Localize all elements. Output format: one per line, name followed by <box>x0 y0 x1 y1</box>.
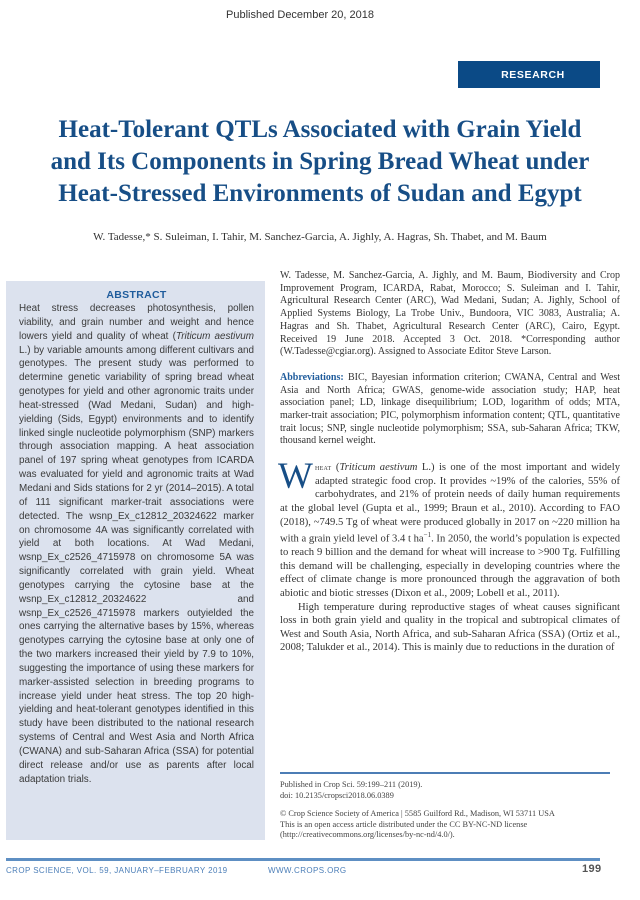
intro-text-part: L.) is one of the most important and widely adapted strategic food crop. It provides ~19% of the calories, 55% of carbohydrates, and 21% of protein needs of daily human requirements at the global level (Gupta et al., 1999; Braun et al., 2010). According to FAO (2018), ~749.5 Tg of wheat were produced globally in 2017 on ~220 million ha with a grain yield level of 3.4 t ha <box>280 462 620 545</box>
doi-link[interactable]: doi: 10.2135/cropsci2018.06.0389 <box>280 790 394 800</box>
author-list: W. Tadesse,* S. Suleiman, I. Tahir, M. Sanchez-Garcia, A. Jighly, A. Hagras, Sh. Thabet, and M. Baum <box>93 231 547 243</box>
footer-website-link[interactable]: WWW.CROPS.ORG <box>268 866 347 875</box>
article-title <box>0 114 640 210</box>
abbreviations <box>280 372 620 448</box>
title-line: Heat-Tolerant QTLs Associated with Grain Yield <box>58 116 582 143</box>
intro-paragraph <box>278 456 620 600</box>
title-line: Heat-Stressed Environments of Sudan and Egypt <box>58 180 582 207</box>
introduction <box>278 456 620 655</box>
affiliations: W. Tadesse, M. Sanchez-Garcia, A. Jighly, and M. Baum, Biodiversity and Crop Improvement Program, ICARDA, Rabat, Morocco; S. Suleiman and I. Tahir, Agricultural Research Center (ARC), Wad Medani, Sudan; A. Jighly, School of Applied Systems Biology, La Trobe Univ., Bundoora, VIC 3083, Australia; A. Hagras and Sh. Thabet, Agricultural Research Center (ARC), Cairo, Egypt. Received 19 June 2018. Accepted 3 Oct. 2018. *Corresponding author (W.Tadesse@cgiar.org). Assigned to Associate Editor Steve Larson. <box>280 270 620 358</box>
footer-journal: CROP SCIENCE, VOL. 59, JANUARY–FEBRUARY 2019 <box>6 866 228 875</box>
section-badge: RESEARCH <box>458 61 600 88</box>
intro-text-part: . In 2050, the world’s population is expected to reach 9 billion and the demand for wheat will increase to >900 Tg. Fulfilling this demand will be challenging, especially in developing countries where the effect of climate change is more pronounced through the aggravation of both abiotic and biotic stresses (Dixon et al., 2009; Lobell et al., 2011). <box>280 533 620 600</box>
footer-divider <box>6 858 600 861</box>
license-text: This is an open access article distributed under the CC BY-NC-ND license <box>280 819 528 829</box>
abstract-text-part: L.) by variable amounts among different cultivars and genotypes. The present study was performed to determine genetic variability of spring bread wheat genotypes for yield and other agronomic traits under heat-stressed (Wad Medani, Sudan) and high-yielding (Sids, Egypt) environments and to identify linked single nucleotide polymorphism (SNP) markers through association mapping. A heat association panel of 197 spring wheat genotypes from ICARDA was evaluated for yield and agronomic traits at Wad Medani and Sids stations for 2 yr (2014–2015). A total of 111 significant marker-trait associations were detected. The wsnp_Ex_c12812_20324622 marker on chromosome 4A was significantly correlated with yield at both locations. At Wad Medani, wsnp_Ex_c2526_4715978 on chromosome 5A was significantly correlated with grain yield. Wheat genotypes carrying the cytosine base at the wsnp_Ex_c12812_20324622 and wsnp_Ex_c2526_4715978 markers outyielded the ones carrying the alternative bases by 15%, whereas genotypes carrying the cytosine base at only one of the two markers increased their yield by 7.9 to 10%, suggesting the importance of using these markers for marker-assisted selection in breeding programs to increase yield under heat stress. The top 20 high-yielding and heat-tolerant genotypes identified in this study have been distributed to the national research systems of Central and West Asia and North Africa (CWANA) and sub-Saharan Africa (SSA) for potential direct release and/or use as parents after local adaptation trials. <box>19 344 254 785</box>
superscript: −1 <box>423 531 432 540</box>
species-name: Triticum aestivum <box>339 462 418 474</box>
page-number: 199 <box>582 863 602 875</box>
intro-paragraph: High temperature during reproductive stages of wheat causes significant loss in both grain yield and quality in the tropical and subtropical climates of West and South Asia, North Africa, and sub-Saharan Africa (SSA) (Ortiz et al., 2008; Talukder et al., 2014). This is mainly due to reductions in the duration of <box>280 601 620 654</box>
published-date: Published December 20, 2018 <box>226 9 374 21</box>
intro-text-part: ( <box>331 462 340 474</box>
intro-smallcaps: heat <box>314 462 332 473</box>
citation: Published in Crop Sci. 59:199–211 (2019). <box>280 780 423 789</box>
abstract-heading: ABSTRACT <box>106 289 167 301</box>
abbreviations-text: BIC, Bayesian information criterion; CWANA, Central and West Asia and North Africa; GWAS, genome-wide association study; HAP, heat association panel; LD, linkage disequilibrium; LOD, logarithm of odds; MTA, marker-trait association; PIC, polymorphism information content; QTL, quantitative trait locus; SNP, single nucleotide polymorphism; SSA, sub-Saharan Africa; TKW, thousand kernel weight. <box>280 371 620 447</box>
abstract-box <box>6 281 265 840</box>
species-name: Triticum aestivum <box>175 330 255 342</box>
title-line: and Its Components in Spring Bread Wheat under <box>50 148 590 175</box>
copyright: © Crop Science Society of America | 5585 Guilford Rd., Madison, WI 53711 USA <box>280 809 555 818</box>
abstract-text <box>19 302 254 787</box>
right-column <box>280 270 620 655</box>
publication-info <box>280 772 610 841</box>
abbreviations-label: Abbreviations: <box>280 371 344 383</box>
license-link[interactable]: (http://creativecommons.org/licenses/by-nc-nd/4.0/). <box>280 830 455 839</box>
drop-cap: W <box>278 456 313 498</box>
abstract-text-part: Heat stress decreases photosynthesis, pollen viability, and grain number and weight and hence lowers yield and quality of wheat ( <box>19 303 254 342</box>
